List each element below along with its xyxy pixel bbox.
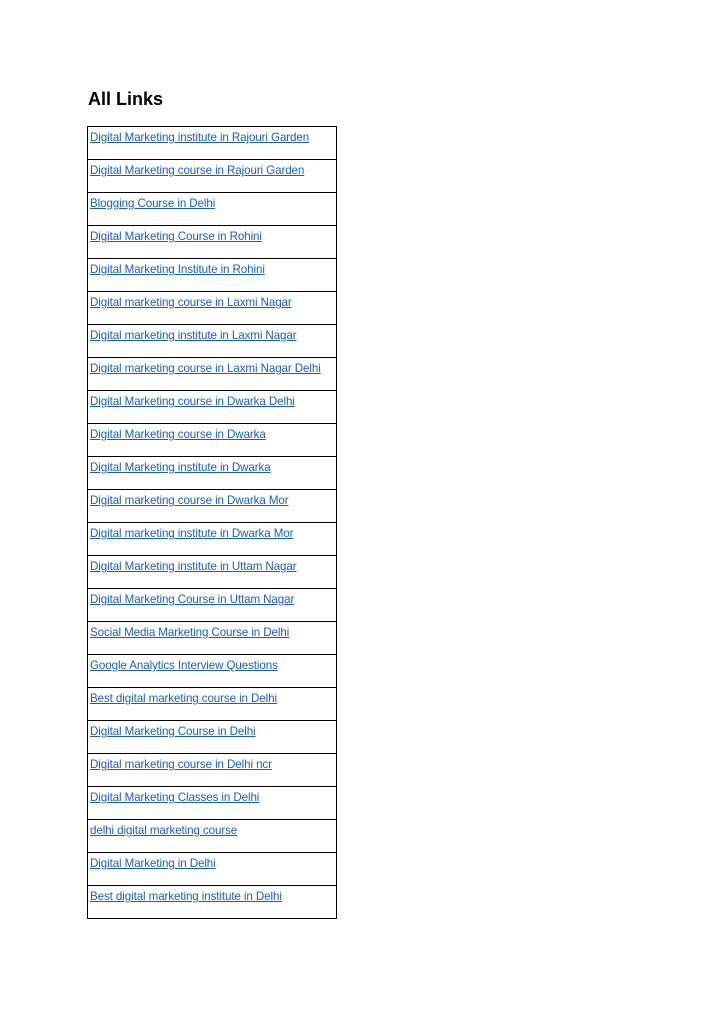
table-row [88,556,337,589]
table-cell [88,160,337,193]
table-row [88,655,337,688]
table-cell [88,325,337,358]
link-item[interactable]: Digital Marketing Course in Delhi [90,725,256,738]
link-item[interactable]: Digital Marketing institute in Dwarka [90,461,271,474]
link-item[interactable]: Digital marketing course in Dwarka Mor [90,494,289,507]
table-cell [88,622,337,655]
link-item[interactable]: Digital marketing course in Laxmi Nagar Delhi [90,362,321,375]
link-item[interactable]: Digital marketing course in Laxmi Nagar [90,296,292,309]
link-item[interactable]: Digital Marketing Course in Rohini [90,230,262,243]
table-row [88,358,337,391]
table-row [88,886,337,919]
table-row [88,226,337,259]
link-item[interactable]: Digital Marketing Institute in Rohini [90,263,265,276]
table-cell [88,886,337,919]
link-item[interactable]: Best digital marketing course in Delhi [90,692,277,705]
link-item[interactable]: Google Analytics Interview Questions [90,659,278,672]
link-item[interactable]: Digital marketing institute in Laxmi Nagar [90,329,297,342]
table-row [88,787,337,820]
link-item[interactable]: Digital Marketing institute in Uttam Nagar [90,560,297,573]
table-cell [88,424,337,457]
table-cell [88,523,337,556]
link-item[interactable]: Digital Marketing course in Dwarka [90,428,266,441]
table-cell [88,193,337,226]
table-cell [88,391,337,424]
table-cell [88,655,337,688]
table-row [88,490,337,523]
table-row [88,160,337,193]
link-item[interactable]: Digital Marketing Course in Uttam Nagar [90,593,295,606]
table-cell [88,127,337,160]
table-cell [88,358,337,391]
table-row [88,820,337,853]
table-cell [88,589,337,622]
table-row [88,523,337,556]
table-row [88,853,337,886]
table-cell [88,853,337,886]
table-row [88,622,337,655]
table-row [88,589,337,622]
table-row [88,193,337,226]
table-cell [88,787,337,820]
link-item[interactable]: Blogging Course in Delhi [90,197,216,210]
link-item[interactable]: Digital marketing course in Delhi ncr [90,758,272,771]
link-item[interactable]: Digital Marketing course in Rajouri Garden [90,164,305,177]
link-item[interactable]: Digital marketing institute in Dwarka Mor [90,527,294,540]
link-item[interactable]: Social Media Marketing Course in Delhi [90,626,290,639]
table-row [88,721,337,754]
table-row [88,688,337,721]
table-row [88,127,337,160]
link-item[interactable]: Digital Marketing Classes in Delhi [90,791,260,804]
link-item[interactable]: Digital Marketing course in Dwarka Delhi [90,395,295,408]
table-cell [88,457,337,490]
link-item[interactable]: Digital Marketing institute in Rajouri Garden [90,131,310,144]
table-cell [88,556,337,589]
page-title: All Links [88,89,164,109]
table-row [88,259,337,292]
table-cell [88,226,337,259]
table-cell [88,490,337,523]
table-row [88,391,337,424]
table-row [88,325,337,358]
table-cell [88,721,337,754]
link-item[interactable]: Best digital marketing institute in Delhi [90,890,282,903]
table-row [88,292,337,325]
table-cell [88,688,337,721]
table-row [88,424,337,457]
links-table-body [88,127,337,919]
link-item[interactable]: Digital Marketing in Delhi [90,857,216,870]
links-table [87,126,337,919]
link-item[interactable]: delhi digital marketing course [90,824,238,837]
table-cell [88,820,337,853]
table-cell [88,292,337,325]
table-cell [88,259,337,292]
table-row [88,457,337,490]
table-cell [88,754,337,787]
table-row [88,754,337,787]
